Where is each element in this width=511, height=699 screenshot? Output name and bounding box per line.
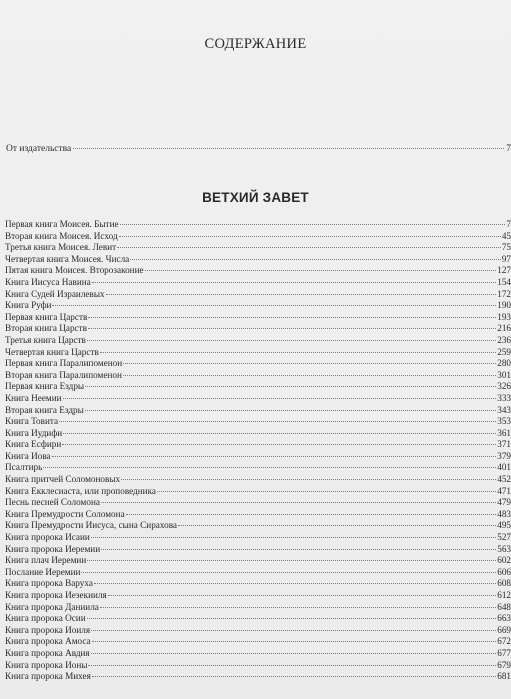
toc-entry-page: 479 — [497, 497, 511, 508]
toc-entry-label: Четвертая книга Царств — [5, 346, 99, 357]
toc-entry-label: Книга пророка Варуха — [5, 578, 93, 589]
dot-leader — [100, 352, 496, 353]
toc-entry-page: 602 — [497, 555, 511, 566]
table-of-contents — [5, 219, 511, 683]
dot-leader — [87, 340, 496, 341]
toc-entry — [5, 497, 511, 509]
toc-entry-page: 236 — [497, 334, 511, 345]
toc-entry-label: Книга пророка Осии — [5, 613, 86, 624]
toc-entry-label: Первая книга Паралипоменон — [5, 358, 123, 369]
toc-entry-page: 154 — [497, 276, 511, 287]
toc-entry-label: Книга Премудрости Иисуса, сына Сирахова — [5, 520, 177, 531]
section-heading: ВЕТХИЙ ЗАВЕТ — [202, 190, 309, 205]
toc-entry-page: 563 — [497, 543, 511, 554]
toc-entry-label: Книга Судей Израилевых — [5, 288, 105, 299]
dot-leader — [87, 560, 496, 561]
publisher-entry-page: 7 — [506, 144, 511, 154]
dot-leader — [88, 317, 496, 318]
toc-entry-page: 495 — [497, 520, 511, 531]
toc-entry — [5, 602, 511, 614]
toc-entry — [5, 323, 511, 335]
dot-leader — [120, 224, 506, 225]
toc-entry-page: 608 — [497, 578, 511, 589]
toc-entry-label: Книга плач Иеремии — [5, 555, 87, 566]
toc-entry — [5, 567, 511, 579]
dot-leader — [92, 676, 496, 677]
toc-entry-page: 371 — [497, 439, 511, 450]
dot-leader — [52, 305, 496, 306]
toc-entry — [5, 660, 511, 672]
toc-entry — [5, 578, 511, 590]
toc-entry — [5, 486, 511, 498]
toc-entry-label: Песнь песней Соломона — [5, 497, 100, 508]
toc-entry-page: 361 — [497, 427, 511, 438]
toc-entry — [5, 265, 511, 277]
toc-entry-page: 648 — [497, 601, 511, 612]
toc-entry — [5, 289, 511, 301]
toc-entry-label: Книга Руфи — [5, 300, 52, 311]
toc-entry-label: Книга Товита — [5, 416, 59, 427]
toc-entry-page: 301 — [497, 369, 511, 380]
toc-entry-label: Книга притчей Соломоновых — [5, 474, 121, 485]
toc-entry — [5, 439, 511, 451]
toc-entry-label: Первая книга Ездры — [5, 381, 85, 392]
dot-leader — [91, 653, 497, 654]
toc-entry-label: Книга Иисуса Навина — [5, 276, 91, 287]
dot-leader — [145, 270, 497, 271]
toc-entry-label: Пятая книга Моисея. Второзаконие — [5, 265, 144, 276]
toc-entry-label: Первая книга Царств — [5, 311, 88, 322]
dot-leader — [88, 665, 496, 666]
toc-entry — [5, 242, 511, 254]
toc-entry-label: Книга Иова — [5, 450, 51, 461]
toc-entry-label: Книга пророка Даниила — [5, 601, 99, 612]
toc-entry-label: Третья книга Моисея. Левит — [5, 242, 117, 253]
toc-entry — [5, 648, 511, 660]
dot-leader — [117, 247, 501, 248]
dot-leader — [85, 386, 496, 387]
toc-entry — [5, 462, 511, 474]
toc-entry-page: 527 — [497, 532, 511, 543]
toc-entry-page: 379 — [497, 450, 511, 461]
dot-leader — [100, 607, 496, 608]
dot-leader — [130, 259, 501, 260]
toc-entry-page: 216 — [497, 323, 511, 334]
toc-entry — [5, 520, 511, 532]
dot-leader — [91, 537, 496, 538]
toc-entry-page: 97 — [501, 253, 511, 264]
toc-entry — [5, 590, 511, 602]
dot-leader — [88, 328, 496, 329]
toc-entry — [5, 358, 511, 370]
toc-entry — [5, 300, 511, 312]
dot-leader — [126, 514, 497, 515]
toc-entry-page: 663 — [497, 613, 511, 624]
toc-entry — [5, 555, 511, 567]
toc-entry-page: 483 — [497, 508, 511, 519]
dot-leader — [92, 641, 497, 642]
toc-entry — [5, 370, 511, 382]
dot-leader — [91, 630, 496, 631]
toc-entry — [5, 416, 511, 428]
toc-entry — [5, 625, 511, 637]
page-title: СОДЕРЖАНИЕ — [204, 36, 307, 52]
dot-leader — [94, 583, 496, 584]
dot-leader — [178, 525, 496, 526]
dot-leader — [101, 502, 496, 503]
toc-entry-page: 677 — [497, 647, 511, 658]
toc-entry — [5, 393, 511, 405]
dot-leader — [59, 421, 496, 422]
dot-leader — [63, 433, 496, 434]
toc-entry-label: Послание Иеремии — [5, 566, 81, 577]
toc-entry-label: Книга Премудрости Соломона — [5, 508, 125, 519]
dot-leader — [62, 444, 496, 445]
toc-entry-page: 672 — [497, 636, 511, 647]
toc-entry-label: Книга Есфири — [5, 439, 62, 450]
toc-entry — [5, 335, 511, 347]
toc-entry-label: Вторая книга Царств — [5, 323, 87, 334]
dot-leader — [106, 294, 497, 295]
toc-entry-label: Книга пророка Исаии — [5, 532, 90, 543]
toc-entry-page: 333 — [497, 392, 511, 403]
toc-entry-page: 7 — [506, 219, 511, 229]
toc-entry-label: Книга пророка Авдия — [5, 647, 90, 658]
toc-entry — [5, 254, 511, 266]
toc-entry-label: Книга пророка Иезекииля — [5, 590, 107, 600]
toc-entry-page: 612 — [497, 590, 511, 600]
toc-entry — [5, 474, 511, 486]
toc-entry-label: Первая книга Моисея. Бытие — [5, 219, 119, 229]
toc-entry-page: 343 — [497, 404, 511, 415]
toc-entry — [5, 532, 511, 544]
dot-leader — [63, 398, 497, 399]
toc-entry — [5, 381, 511, 393]
dot-leader — [101, 549, 496, 550]
publisher-entry — [6, 144, 511, 156]
dot-leader — [123, 363, 496, 364]
toc-entry-page: 127 — [497, 265, 511, 276]
toc-entry-label: Псалтирь — [5, 462, 43, 473]
toc-entry-page: 193 — [497, 311, 511, 322]
dot-leader — [157, 491, 496, 492]
toc-entry — [5, 509, 511, 521]
dot-leader — [121, 479, 496, 480]
toc-entry — [5, 636, 511, 648]
toc-entry-label: Книга Екклесиаста, или проповедника — [5, 485, 156, 496]
toc-entry-label: Вторая книга Ездры — [5, 404, 84, 415]
toc-entry — [5, 544, 511, 556]
toc-entry-page: 681 — [497, 671, 511, 682]
toc-entry-page: 606 — [497, 566, 511, 577]
toc-entry-page: 172 — [497, 288, 511, 299]
dot-leader — [43, 467, 496, 468]
toc-entry-page: 401 — [497, 462, 511, 473]
dot-leader — [119, 236, 501, 237]
toc-entry-label: Четвертая книга Моисея. Числа — [5, 253, 130, 264]
dot-leader — [81, 572, 496, 573]
toc-entry-label: Третья книга Царств — [5, 334, 86, 345]
toc-entry — [5, 428, 511, 440]
toc-entry-label: Книга Неемии — [5, 392, 62, 403]
toc-entry — [5, 277, 511, 289]
dot-leader — [108, 595, 496, 596]
toc-entry — [5, 405, 511, 417]
toc-entry — [5, 347, 511, 359]
toc-entry — [5, 671, 511, 683]
dot-leader — [92, 282, 496, 283]
toc-entry-page: 280 — [497, 358, 511, 369]
toc-entry-label: Вторая книга Моисея. Исход — [5, 230, 118, 241]
toc-entry-page: 190 — [497, 300, 511, 311]
toc-entry-page: 471 — [497, 485, 511, 496]
toc-entry-label: Вторая книга Паралипоменон — [5, 369, 122, 380]
toc-entry-page: 75 — [501, 242, 511, 253]
toc-entry-label: Книга пророка Михея — [5, 671, 91, 682]
dot-leader — [85, 410, 496, 411]
toc-entry-page: 326 — [497, 381, 511, 392]
toc-entry-page: 45 — [501, 230, 511, 241]
toc-entry-page: 679 — [497, 659, 511, 670]
toc-entry-page: 259 — [497, 346, 511, 357]
toc-entry-page: 452 — [497, 474, 511, 485]
toc-entry — [5, 613, 511, 625]
dot-leader — [87, 618, 497, 619]
dot-leader — [123, 375, 496, 376]
toc-entry-label: Книга пророка Иеремии — [5, 543, 101, 554]
toc-entry — [5, 451, 511, 463]
toc-entry-label: Книга пророка Иоиля — [5, 624, 91, 635]
toc-entry-label: Книга пророка Амоса — [5, 636, 91, 647]
toc-entry-page: 669 — [497, 624, 511, 635]
toc-entry — [5, 231, 511, 243]
toc-entry — [5, 312, 511, 324]
dot-leader — [73, 148, 504, 149]
toc-entry-page: 353 — [497, 416, 511, 427]
toc-entry — [5, 219, 511, 231]
toc-entry-label: Книга пророка Ионы — [5, 659, 88, 670]
toc-entry-label: Книга Иудифи — [5, 427, 63, 438]
dot-leader — [52, 456, 497, 457]
publisher-entry-label: От издательства — [6, 144, 72, 154]
